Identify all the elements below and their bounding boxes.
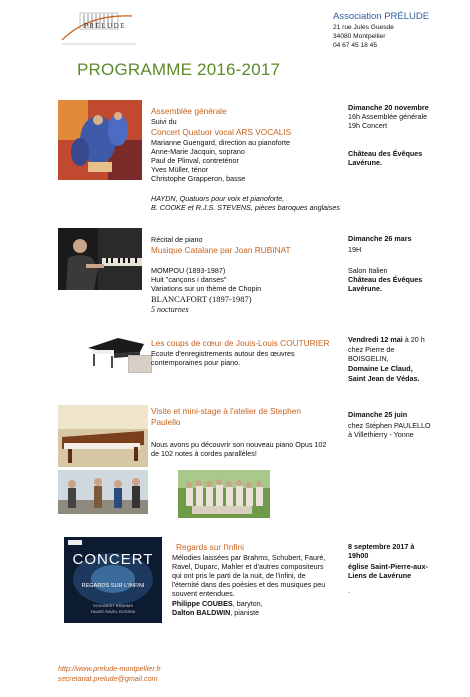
address-line-1: 21 rue Jules Guesde <box>333 24 394 31</box>
logo-graphic <box>58 10 142 50</box>
event4-title: Visite et mini-stage à l'atelier de Stephen <box>151 406 301 416</box>
performer-2-role: , pianiste <box>230 608 260 617</box>
group-photo <box>178 470 270 518</box>
event5-place-1: église Saint-Pierre-aux- <box>348 562 428 571</box>
event4-line-1: Nous avons pu découvrir son nouveau piano Opus 102 <box>151 440 327 449</box>
event4-line-2: de 102 notes à cordes parallèles! <box>151 449 257 458</box>
workshop-piano-photo <box>58 405 148 467</box>
event2-line-5: 5 nocturnes <box>151 305 189 314</box>
event5-line: souvent entendues. <box>172 589 235 598</box>
event5-line: Ravel, Duparc, Mahler et d'autres compositeurs <box>172 562 324 571</box>
event3-line-1: Ecoute d'enregistrements autour des œuvres <box>151 349 295 358</box>
event2-line-2: Huit "cançons i danses" <box>151 275 227 284</box>
org-name: Association PRÉLUDE <box>333 11 430 22</box>
event4-where-2: à Villethierry - Yonne <box>348 430 414 439</box>
event5-date-1: 8 septembre 2017 à <box>348 542 415 551</box>
event3-place-2: Saint Jean de Védas. <box>348 374 420 383</box>
event2-salon: Salon Italien <box>348 266 388 275</box>
event5-line: qui ont pris le parti de la nuit, de l'infini, de <box>172 571 306 580</box>
poster-names-1: SCHUBERT BRAHMS <box>92 603 134 608</box>
event3-title: Les coups de cœur de Jouis-Louis COUTURIER <box>151 338 330 348</box>
event2-time: 19H <box>348 245 362 254</box>
event1-date: Dimanche 20 novembre <box>348 103 429 112</box>
event3-line-2: contemporaines pour piano. <box>151 358 241 367</box>
event1-place: Château des Évêques Lavérune. <box>348 149 423 167</box>
event1-line: Christophe Grapperon, basse <box>151 174 246 183</box>
performer-2-name: Dalton BALDWIN <box>172 608 231 617</box>
event5-line: Mélodies laissées par Brahms, Schubert, Fauré, <box>172 553 326 562</box>
poster-subtitle: REGARDS SUR L'INFINI <box>81 583 145 589</box>
event1-line: Yves Müller, ténor <box>151 165 209 174</box>
poster-names-2: FAURÉ RAVEL ROSSINI <box>90 609 136 614</box>
event5-performer-2 <box>172 608 259 617</box>
workshop-people-photo <box>58 470 148 514</box>
event3-place-1: Domaine Le Claud, <box>348 364 413 373</box>
performer-1-name: Philippe COUBES <box>172 599 233 608</box>
event5-performer-1 <box>172 599 263 608</box>
event2-line-4: BLANCAFORT (1897-1987) <box>151 294 252 304</box>
event1-suivi: Suivi du <box>151 117 177 126</box>
event5-date-2: 19h00 <box>348 551 369 560</box>
footer-url-link[interactable]: http://www.prelude-montpellier.fr <box>58 664 161 673</box>
event3-date-line <box>348 335 425 344</box>
pianist-photo <box>58 228 142 290</box>
logo <box>58 10 142 50</box>
event4-where-1: chez Stéphen PAULELLO <box>348 421 431 430</box>
event3-where-1: chez Pierre de <box>348 345 395 354</box>
phone-number: 04 67 45 18 45 <box>333 42 377 49</box>
event1-line: Marianne Guengard, direction au pianoforte <box>151 138 291 147</box>
address-line-2: 34080 Montpellier <box>333 33 386 40</box>
event1-time-2: 19h Concert <box>348 121 388 130</box>
event3-time: à 20 h <box>402 335 425 344</box>
event1-italic-1: HAYDN, Quatuors pour voix et pianoforte, <box>151 194 285 203</box>
event1-italic-2: B. COOKE et R.J.S. STEVENS, pièces baroques anglaises <box>151 203 340 212</box>
event1-title: Assemblée générale <box>151 106 227 116</box>
event5-line: l'éternité dans des poésies et des musiques peu <box>172 580 326 589</box>
page-title: PROGRAMME 2016-2017 <box>77 60 281 79</box>
event2-title: Musique Catalane par Joan RUBINAT <box>151 245 291 255</box>
event2-date: Dimanche 26 mars <box>348 234 412 243</box>
event4-date: Dimanche 25 juin <box>348 410 408 419</box>
event3-where-2: BOISGELIN, <box>348 354 389 363</box>
event2-line-3: Variations sur un thème de Chopin <box>151 284 262 293</box>
performer-1-role: , baryton, <box>232 599 263 608</box>
event5-title: Regards sur l'infini <box>176 542 244 552</box>
cd-stack-image <box>128 355 152 373</box>
event2-pre: Récital de piano <box>151 235 203 244</box>
concert-poster <box>64 537 162 623</box>
event3-date: Vendredi 12 mai <box>348 335 403 344</box>
event1-line: Paul de Plinval, contreténor <box>151 156 239 165</box>
event5-place-2: Liens de Lavérune <box>348 571 412 580</box>
event1-line: Anne-Marie Jacquin, soprano <box>151 147 245 156</box>
event2-place: Château des Évêques Lavérune. <box>348 275 423 293</box>
event2-line-1: MOMPOU (1893-1987) <box>151 266 226 275</box>
logo-text: PRÉLUDE <box>84 22 126 30</box>
event1-subtitle: Concert Quatuor vocal ARS VOCALIS <box>151 127 292 137</box>
event4-title-2: Paulello <box>151 417 181 427</box>
event1-time-1: 16h Assemblée générale <box>348 112 428 121</box>
footer-email-link[interactable]: secretariat.prelude@gmail.com <box>58 674 158 683</box>
event5-dot: . <box>348 586 350 595</box>
poster-word: CONCERT <box>72 551 154 568</box>
painting-image <box>58 100 142 180</box>
